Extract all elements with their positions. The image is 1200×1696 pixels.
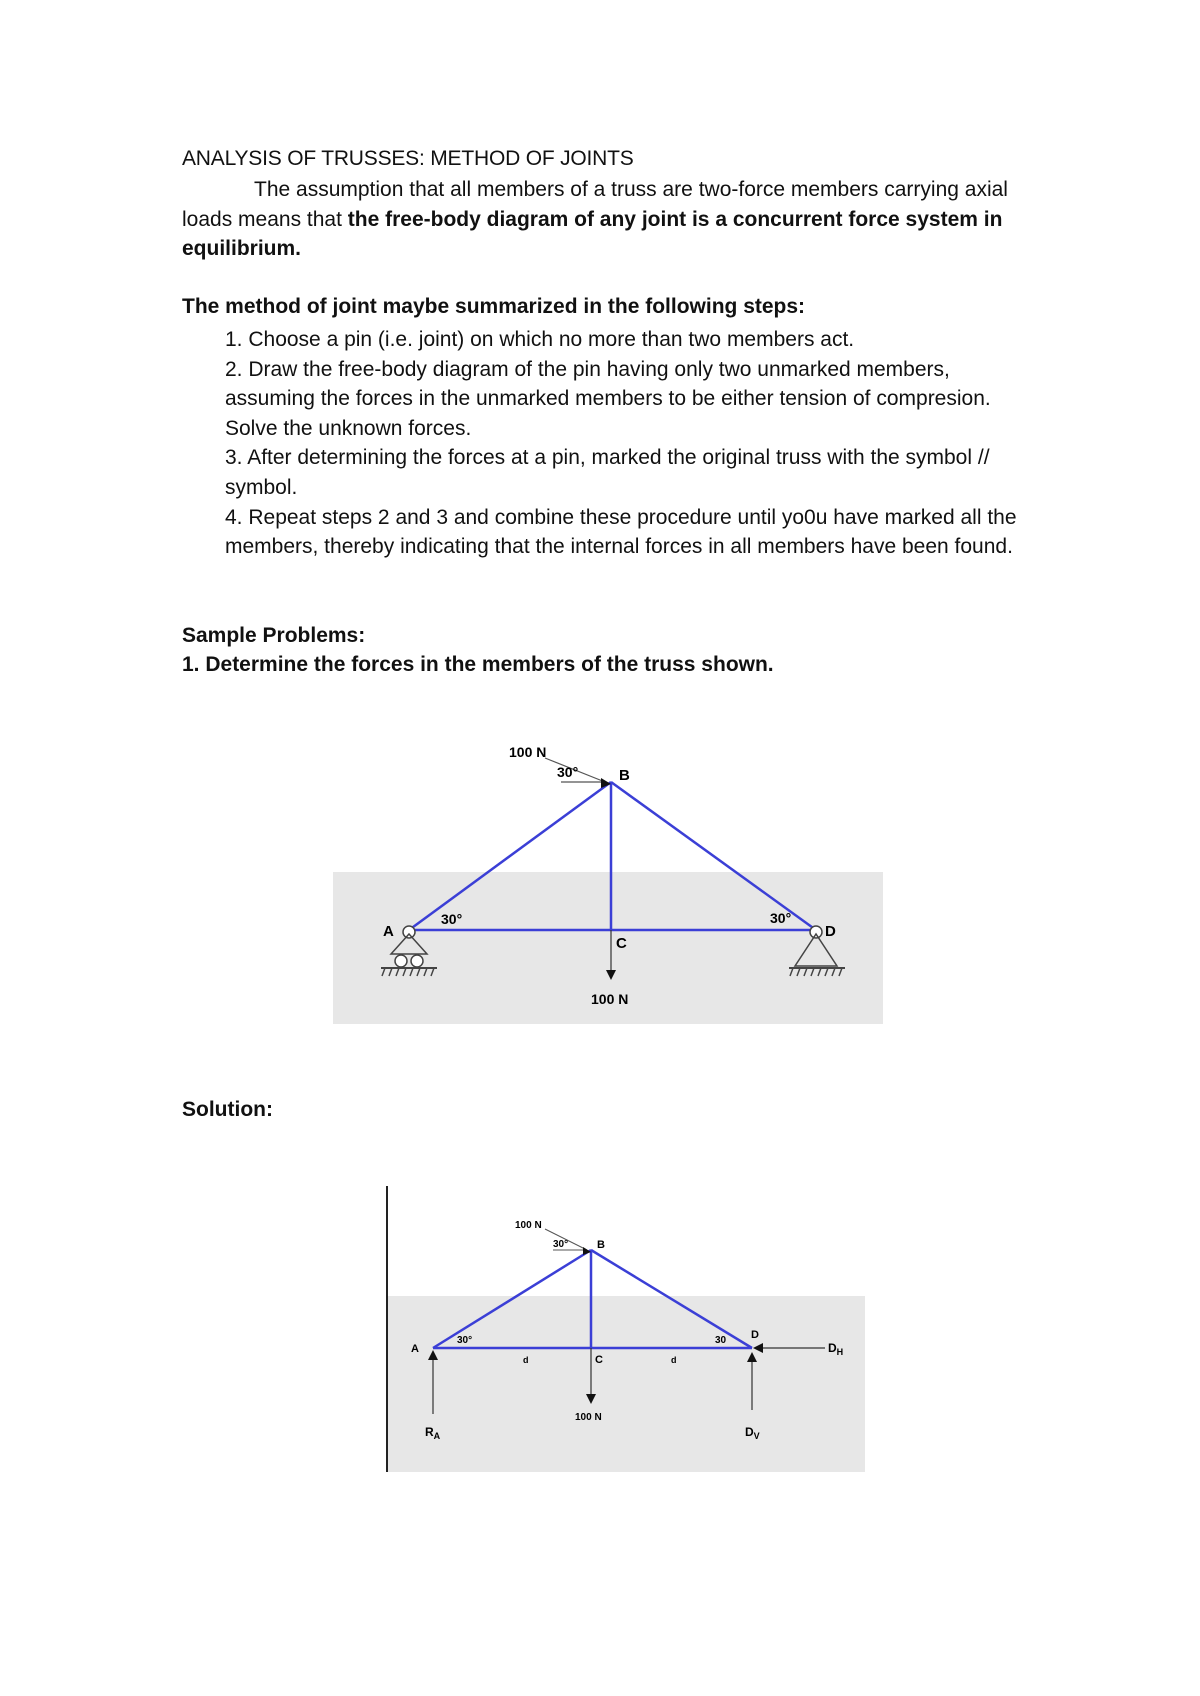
roller-wheel bbox=[411, 955, 423, 967]
dimension-d-left: d bbox=[523, 1355, 529, 1365]
figure-white-area bbox=[388, 1186, 865, 1296]
angle-top-label: 30° bbox=[553, 1239, 569, 1250]
joint-d-label: D bbox=[825, 923, 836, 940]
document-title: ANALYSIS OF TRUSSES: METHOD OF JOINTS bbox=[182, 147, 634, 170]
angle-d-label: 30 bbox=[715, 1335, 727, 1346]
load-bottom-label: 100 N bbox=[591, 991, 629, 1007]
joint-d-pin bbox=[810, 926, 822, 938]
intro-paragraph bbox=[182, 175, 1042, 264]
joint-d-label: D bbox=[751, 1329, 759, 1341]
step-item: 1. Choose a pin (i.e. joint) on which no more than two members act. bbox=[225, 328, 855, 351]
problem-statement: 1. Determine the forces in the members of the truss shown. bbox=[182, 653, 774, 676]
intro-text: The assumption that all members of a truss are two-force members carrying axial loads means that bbox=[182, 178, 1008, 231]
joint-a-label: A bbox=[411, 1343, 419, 1355]
load-bottom-label: 100 N bbox=[575, 1412, 602, 1423]
solution-label: Solution: bbox=[182, 1098, 273, 1121]
load-top-label: 100 N bbox=[509, 744, 547, 760]
steps-heading: The method of joint maybe summarized in the following steps: bbox=[182, 295, 806, 318]
angle-a-label: 30° bbox=[441, 911, 463, 927]
truss-figure-2 bbox=[385, 1186, 865, 1472]
reaction-dh-label: $D_H$ bbox=[828, 1341, 844, 1357]
joint-c-label: C bbox=[595, 1354, 603, 1366]
joint-a-label: A bbox=[383, 923, 394, 940]
sample-problems-heading: Sample Problems: bbox=[182, 624, 366, 647]
steps-list bbox=[225, 325, 1045, 562]
intro-bold-text: the free-body diagram of any joint is a concurrent force system in equilibrium. bbox=[182, 207, 1003, 261]
step-item: 2. Draw the free-body diagram of the pin having only two unmarked members, assuming the forces in the unmarked members to be either tension of compresion. Solve the unknown forces. bbox=[225, 357, 991, 440]
load-top-label: 100 N bbox=[515, 1220, 542, 1231]
angle-d-label: 30° bbox=[770, 910, 792, 926]
joint-b-label: B bbox=[619, 767, 630, 784]
dimension-d-right: d bbox=[671, 1355, 677, 1365]
reaction-dv-label: $D_V$ bbox=[745, 1425, 760, 1441]
truss-figure-1 bbox=[333, 722, 883, 1024]
roller-wheel bbox=[395, 955, 407, 967]
joint-b-label: B bbox=[597, 1239, 605, 1251]
joint-a-pin bbox=[403, 926, 415, 938]
step-item: 3. After determining the forces at a pin, marked the original truss with the symbol // symbol. bbox=[225, 446, 990, 499]
step-item: 4. Repeat steps 2 and 3 and combine these procedure until yo0u have marked all the members, thereby indicating that the internal forces in all members have been found. bbox=[225, 505, 1017, 559]
angle-a-label: 30° bbox=[457, 1335, 473, 1346]
joint-c-label: C bbox=[616, 935, 627, 952]
angle-top-label: 30° bbox=[557, 764, 579, 780]
reaction-ra-label: $R_A$ bbox=[425, 1425, 441, 1441]
